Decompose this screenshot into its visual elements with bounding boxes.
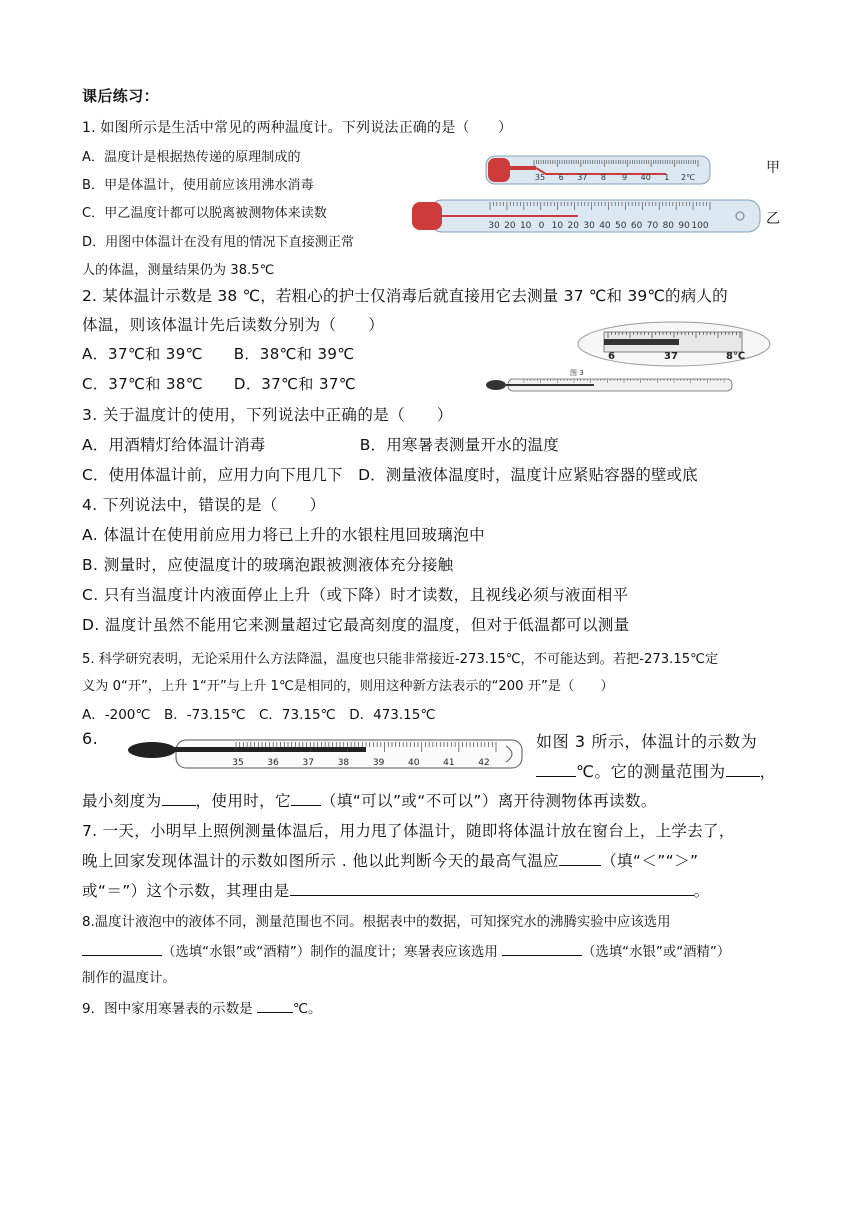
tick-label: 8 xyxy=(600,173,606,182)
q7-line3b: 。 xyxy=(693,882,710,900)
q4-stem: 4. 下列说法中，错误的是（ ） xyxy=(82,496,326,514)
tick-label: 40 xyxy=(640,173,651,182)
q2-thermometer-figure xyxy=(484,321,780,397)
q3-options-cd: C．使用体温计前，应用力向下甩几下 D．测量液体温度时，温度计应紧贴容器的壁或底 xyxy=(82,466,698,484)
q8-line2 xyxy=(82,939,730,960)
q2-zoom-tick-3: 8℃ xyxy=(726,351,746,362)
q5-options: A．-200℃ B．-73.15℃ C．73.15℃ D．473.15℃ xyxy=(82,707,436,723)
q4-option-a: A. 体温计在使用前应用力将已上升的水银柱甩回玻璃泡中 xyxy=(82,526,485,544)
q6-line2: ℃。它的测量范围为 ， xyxy=(536,759,776,782)
label-jia: 甲 xyxy=(766,160,780,176)
tick-label: 100 xyxy=(691,221,709,231)
tick-label: 40 xyxy=(407,758,420,768)
tick-label: 20 xyxy=(567,221,579,231)
q2-options-ab: A．37℃和 39℃ B．38℃和 39℃ xyxy=(82,345,355,363)
tick-label: 50 xyxy=(615,221,627,231)
q6-number: 6. xyxy=(82,729,99,748)
q6-usage-blank[interactable] xyxy=(291,789,321,806)
tick-label: 35 xyxy=(534,173,546,182)
tick-label: 42 xyxy=(478,758,490,768)
tick-label: 30 xyxy=(583,221,595,231)
tick-label: 80 xyxy=(662,221,675,231)
label-yi: 乙 xyxy=(766,211,780,227)
tick-label: 60 xyxy=(630,221,643,231)
tick-label: 70 xyxy=(646,221,659,231)
q7-line2a: 晚上回家发现体温计的示数如图所示 . 他以此判断今天的最高气温应 xyxy=(82,852,560,870)
q2-fig-caption: 图 3 xyxy=(570,369,584,377)
q7-line3a: 或“＝”）这个示数，其理由是 xyxy=(82,882,290,900)
tick-label: 20 xyxy=(504,221,516,231)
q2-line1: 2. 某体温计示数是 38 ℃，若粗心的护士仅消毒后就直接用它去测量 37 ℃和 39℃的病人的 xyxy=(82,287,728,305)
q6-line3c: （填“可以”或“不可以”）离开待测物体再读数。 xyxy=(320,792,657,810)
tick-label: 0 xyxy=(538,221,545,231)
q1-option-b: B．甲是体温计，使用前应该用沸水消毒 xyxy=(82,178,314,193)
q7-compare-blank[interactable] xyxy=(559,849,601,866)
q9-line xyxy=(82,996,322,1017)
tick-label: 40 xyxy=(599,221,611,231)
heading: 课后练习： xyxy=(82,87,160,105)
tick-label: 10 xyxy=(551,221,564,231)
q6-line2-text: ℃。它的测量范围为 xyxy=(576,762,726,781)
thermometer-jia-figure xyxy=(476,152,712,188)
q8-blank-1[interactable] xyxy=(82,939,162,956)
q7-reason-blank[interactable] xyxy=(290,879,694,896)
q4-option-d: D. 温度计虽然不能用它来测量超过它最高刻度的温度，但对于低温都可以测量 xyxy=(82,616,630,634)
q6-reading-blank[interactable] xyxy=(536,760,576,777)
tick-label: 90 xyxy=(678,221,690,231)
tick-label: 1 xyxy=(664,173,670,182)
q7-line3 xyxy=(82,879,710,901)
tick-label: 30 xyxy=(488,221,500,231)
q5-line1: 5. 科学研究表明，无论采用什么方法降温，温度也只能非常接近-273.15℃，不可能达到。若把-273.15℃定 xyxy=(82,652,719,667)
tick-label: 38 xyxy=(337,758,350,768)
q9-text: 9．图中家用寒暑表的示数是 xyxy=(82,1001,257,1017)
tick-label: 2℃ xyxy=(680,173,696,182)
tick-label: 10 xyxy=(519,221,532,231)
q8-line1: 8.温度计液泡中的液体不同，测量范围也不同。根据表中的数据，可知探究水的沸腾实验中应该选用 xyxy=(82,915,671,930)
tick-label: 35 xyxy=(232,758,244,768)
q4-option-c: C. 只有当温度计内液面停止上升（或下降）时才读数，且视线必须与液面相平 xyxy=(82,586,629,604)
q2-line2: 体温，则该体温计先后读数分别为（ ） xyxy=(82,316,385,334)
q1-option-d-line2: 人的体温，测量结果仍为 38.5℃ xyxy=(82,263,275,278)
q2-zoom-tick-1: 6 xyxy=(608,351,615,362)
q1-option-a: A．温度计是根据热传递的原理制成的 xyxy=(82,150,301,165)
q6-line3b: ，使用时，它 xyxy=(195,792,291,810)
q6-line3 xyxy=(82,789,657,811)
tick-label: 37 xyxy=(577,173,588,182)
q7-line2b: （填“＜”“＞” xyxy=(601,852,699,870)
q5-line2: 义为 0“开”，上升 1“开”与上升 1℃是相同的，则用这种新方法表示的“200 开”是（ ） xyxy=(82,679,614,694)
q9-unit: ℃。 xyxy=(292,1001,322,1017)
q1-option-d-line1: D．用图中体温计在没有甩的情况下直接测正常 xyxy=(82,235,355,250)
tick-label: 9 xyxy=(622,173,628,182)
q7-line2 xyxy=(82,849,698,871)
q6-division-blank[interactable] xyxy=(162,789,196,806)
q4-option-b: B. 测量时，应使温度计的玻璃泡跟被测液体充分接触 xyxy=(82,556,454,574)
q7-line1: 7. 一天，小明早上照例测量体温后，用力甩了体温计，随即将体温计放在窗台上，上学去了， xyxy=(82,822,735,840)
q1-stem: 1. 如图所示是生活中常见的两种温度计。下列说法正确的是（ ） xyxy=(82,120,513,136)
tick-label: 41 xyxy=(443,758,455,768)
tick-label: 39 xyxy=(372,758,385,768)
q6-right-text: 如图 3 所示，体温计的示数为 xyxy=(536,732,758,751)
tick-label: 37 xyxy=(302,758,315,768)
q8-line2b: （选填“水银”或“酒精”） xyxy=(582,945,731,960)
q6-line3a: 最小刻度为 xyxy=(82,792,162,810)
q1-option-c: C．甲乙温度计都可以脱离被测物体来读数 xyxy=(82,206,327,221)
q3-options-ab: A．用酒精灯给体温计消毒 B．用寒暑表测量开水的温度 xyxy=(82,436,559,454)
q8-line3: 制作的温度计。 xyxy=(82,971,176,986)
tick-label: 36 xyxy=(267,758,279,768)
q6-range-blank[interactable] xyxy=(726,760,760,777)
q8-line2a: （选填“水银”或“酒精”）制作的温度计；寒暑表应该选用 xyxy=(162,945,498,960)
q3-stem: 3. 关于温度计的使用，下列说法中正确的是（ ） xyxy=(82,406,453,424)
q2-zoom-tick-2: 37 xyxy=(664,351,678,362)
q8-blank-2[interactable] xyxy=(502,939,582,956)
thermometer-yi-figure xyxy=(410,194,762,238)
q2-options-cd: C．37℃和 38℃ D．37℃和 37℃ xyxy=(82,375,357,393)
tick-label: 6 xyxy=(558,173,564,182)
q9-blank[interactable] xyxy=(257,996,293,1013)
q6-thermometer-figure xyxy=(126,736,524,772)
